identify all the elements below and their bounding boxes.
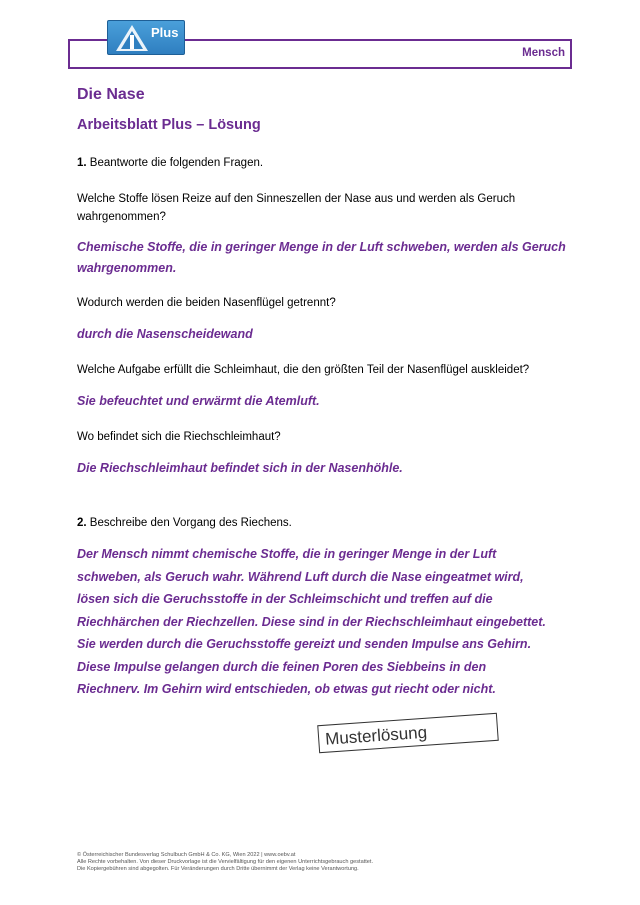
answer-4: Die Riechschleimhaut befindet sich in der Nasenhöhle. (77, 461, 403, 475)
task2-number: 2. (77, 517, 87, 529)
answer-line: Der Mensch nimmt chemische Stoffe, die in geringer Menge in der Luft (77, 547, 497, 561)
answer-2: durch die Nasenscheidewand (77, 327, 253, 341)
page-subtitle: Arbeitsblatt Plus – Lösung (77, 117, 261, 133)
answer-line: schweben, als Geruch wahr. Während Luft durch die Nase eingeatmet wird, (77, 569, 524, 584)
page-title: Die Nase (77, 86, 145, 103)
answer-line: lösen sich die Geruchsstoffe in der Schleimschicht und treffen auf die (77, 592, 493, 606)
subject-label: Mensch (522, 47, 565, 59)
publisher-logo (107, 20, 185, 55)
task2-answer (77, 543, 577, 701)
task2-instruction (77, 514, 567, 532)
question-4: Wo befindet sich die Riechschleimhaut? (77, 431, 281, 443)
task1-instruction (77, 154, 567, 172)
footer-line: Die Kopiergebühren sind abgegolten. Für Veränderungen durch Dritte übernimmt der Verlag keine Verantwortung. (77, 866, 359, 872)
answer-line: Riechnerv. Im Gehirn wird entschieden, ob etwas gut riecht oder nicht. (77, 682, 496, 696)
answer-line: Riechhärchen der Riechzellen. Diese sind in der Riechschleimhaut eingebettet. (77, 614, 546, 629)
footer-line: © Österreichischer Bundesverlag Schulbuch GmbH & Co. KG, Wien 2022 | www.oebv.at (77, 852, 296, 858)
copyright-footer (77, 852, 577, 873)
answer-line: Sie werden durch die Geruchsstoffe gereizt und senden Impulse ans Gehirn. (77, 637, 532, 651)
question-2: Wodurch werden die beiden Nasenflügel getrennt? (77, 297, 336, 309)
question-3: Welche Aufgabe erfüllt die Schleimhaut, die den größten Teil der Nasenflügel auskleidet? (77, 364, 530, 376)
logo-text: Plus (151, 25, 179, 40)
triangle-logo-icon (114, 23, 150, 53)
answer-1: Chemische Stoffe, die in geringer Menge in der Luft schweben, werden als Geruch wahrgenommen. (77, 240, 566, 275)
task2-instruction-text: Beschreibe den Vorgang des Riechens. (89, 517, 292, 529)
task1-number: 1. (77, 157, 87, 169)
footer-line: Alle Rechte vorbehalten. Von dieser Druckvorlage ist die Vervielfältigung für den eigenen Unterrichtsgebrauch gestattet. (77, 859, 374, 865)
task1-instruction-text: Beantworte die folgenden Fragen. (89, 157, 264, 169)
question-1: Welche Stoffe lösen Reize auf den Sinneszellen der Nase aus und werden als Geruch wahrgenommen? (77, 193, 516, 223)
answer-3: Sie befeuchtet und erwärmt die Atemluft. (77, 394, 320, 408)
sample-solution-stamp: Musterlösung (317, 713, 499, 753)
answer-line: Diese Impulse gelangen durch die feinen Poren des Siebbeins in den (77, 659, 487, 674)
